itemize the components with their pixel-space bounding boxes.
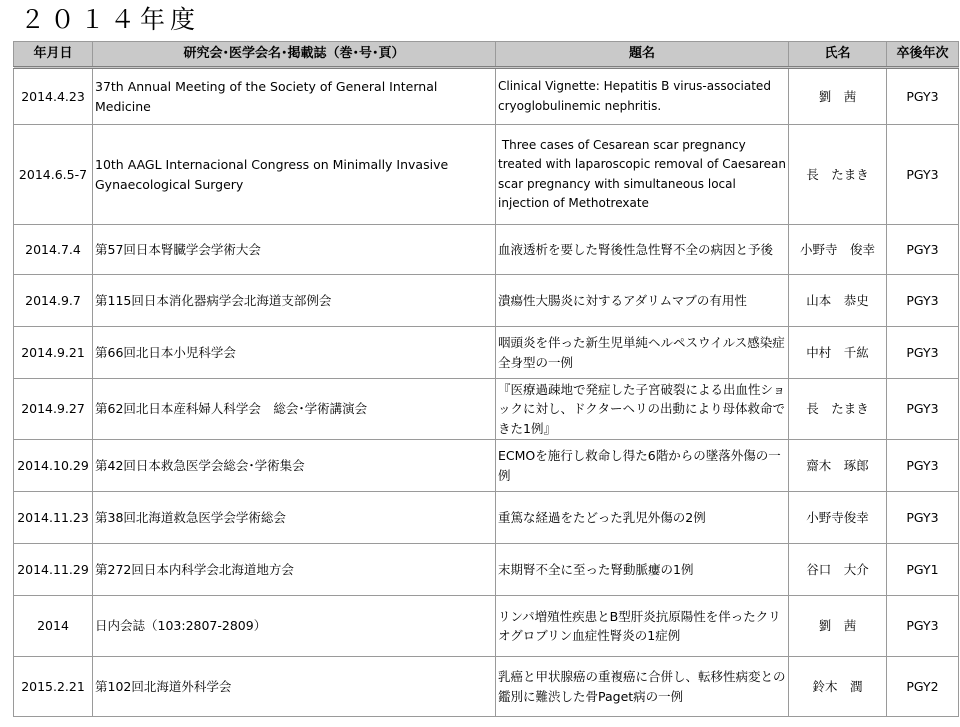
cell-grade: PGY3	[887, 275, 959, 327]
cell-title: 末期腎不全に至った腎動脈瘻の1例	[496, 544, 789, 596]
table-row	[14, 327, 959, 379]
cell-date: 2014.9.21	[14, 327, 93, 379]
cell-author: 中村 千紘	[789, 327, 887, 379]
cell-author: 長 たまき	[789, 125, 887, 225]
cell-author: 谷口 大介	[789, 544, 887, 596]
header-venue: 研究会･医学会名･掲載誌（巻･号･頁）	[93, 42, 496, 68]
table-row	[14, 125, 959, 225]
table-header-row	[14, 42, 959, 68]
table-row	[14, 225, 959, 275]
cell-grade: PGY3	[887, 68, 959, 125]
cell-grade: PGY2	[887, 657, 959, 717]
cell-title: 乳癌と甲状腺癌の重複癌に合併し、転移性病変との鑑別に難渋した骨Paget病の一例	[496, 657, 789, 717]
cell-author: 鈴木 潤	[789, 657, 887, 717]
cell-title: 血液透析を要した腎後性急性腎不全の病因と予後	[496, 225, 789, 275]
cell-author: 長 たまき	[789, 379, 887, 440]
header-date: 年月日	[14, 42, 93, 68]
cell-venue: 第102回北海道外科学会	[93, 657, 496, 717]
cell-venue: 日内会誌（103:2807-2809）	[93, 596, 496, 657]
cell-author: 劉 茜	[789, 68, 887, 125]
cell-venue: 第57回日本腎臓学会学術大会	[93, 225, 496, 275]
cell-title: 『医療過疎地で発症した子宮破裂による出血性ショックに対し、ドクターヘリの出動により母体救命できた1例』	[496, 379, 789, 440]
cell-grade: PGY3	[887, 596, 959, 657]
cell-grade: PGY3	[887, 440, 959, 492]
cell-date: 2014.6.5-7	[14, 125, 93, 225]
table-row	[14, 68, 959, 125]
header-author: 氏名	[789, 42, 887, 68]
cell-date: 2014.4.23	[14, 68, 93, 125]
table-row	[14, 275, 959, 327]
cell-grade: PGY3	[887, 125, 959, 225]
table-row	[14, 440, 959, 492]
table-row	[14, 596, 959, 657]
cell-title: Three cases of Cesarean scar pregnancy treated with laparoscopic removal of Caesarean scar pregnancy with simultaneous local injection of Methotrexate	[496, 125, 789, 225]
cell-date: 2014	[14, 596, 93, 657]
cell-date: 2014.10.29	[14, 440, 93, 492]
table-row	[14, 544, 959, 596]
cell-venue: 第272回日本内科学会北海道地方会	[93, 544, 496, 596]
cell-venue: 第66回北日本小児科学会	[93, 327, 496, 379]
table-row	[14, 657, 959, 717]
header-grade: 卒後年次	[887, 42, 959, 68]
cell-date: 2014.9.27	[14, 379, 93, 440]
cell-grade: PGY3	[887, 225, 959, 275]
cell-grade: PGY3	[887, 379, 959, 440]
cell-venue: 第62回北日本産科婦人科学会 総会･学術講演会	[93, 379, 496, 440]
page-title: ２０１４年度	[20, 5, 201, 34]
cell-date: 2014.7.4	[14, 225, 93, 275]
cell-title: Clinical Vignette: Hepatitis B virus-associated cryoglobulinemic nephritis.	[496, 68, 789, 125]
cell-author: 小野寺俊幸	[789, 492, 887, 544]
cell-title: 潰瘍性大腸炎に対するアダリムマブの有用性	[496, 275, 789, 327]
cell-date: 2014.9.7	[14, 275, 93, 327]
cell-title: 重篤な経過をたどった乳児外傷の2例	[496, 492, 789, 544]
cell-date: 2015.2.21	[14, 657, 93, 717]
table-row	[14, 379, 959, 440]
cell-author: 小野寺 俊幸	[789, 225, 887, 275]
cell-title: ECMOを施行し救命し得た6階からの墜落外傷の一例	[496, 440, 789, 492]
header-title: 題名	[496, 42, 789, 68]
cell-author: 劉 茜	[789, 596, 887, 657]
cell-grade: PGY3	[887, 492, 959, 544]
cell-venue: 10th AAGL Internacional Congress on Minimally Invasive Gynaecological Surgery	[93, 125, 496, 225]
table-row	[14, 492, 959, 544]
cell-grade: PGY3	[887, 327, 959, 379]
cell-venue: 第42回日本救急医学会総会･学術集会	[93, 440, 496, 492]
cell-grade: PGY1	[887, 544, 959, 596]
cell-venue: 第115回日本消化器病学会北海道支部例会	[93, 275, 496, 327]
cell-venue: 第38回北海道救急医学会学術総会	[93, 492, 496, 544]
cell-title: リンパ増殖性疾患とB型肝炎抗原陽性を伴ったクリオグロブリン血症性腎炎の1症例	[496, 596, 789, 657]
cell-author: 齋木 琢郎	[789, 440, 887, 492]
cell-date: 2014.11.29	[14, 544, 93, 596]
cell-title: 咽頭炎を伴った新生児単純ヘルペスウイルス感染症全身型の一例	[496, 327, 789, 379]
cell-author: 山本 恭史	[789, 275, 887, 327]
publication-table	[13, 41, 959, 717]
cell-venue: 37th Annual Meeting of the Society of General Internal Medicine	[93, 68, 496, 125]
cell-date: 2014.11.23	[14, 492, 93, 544]
